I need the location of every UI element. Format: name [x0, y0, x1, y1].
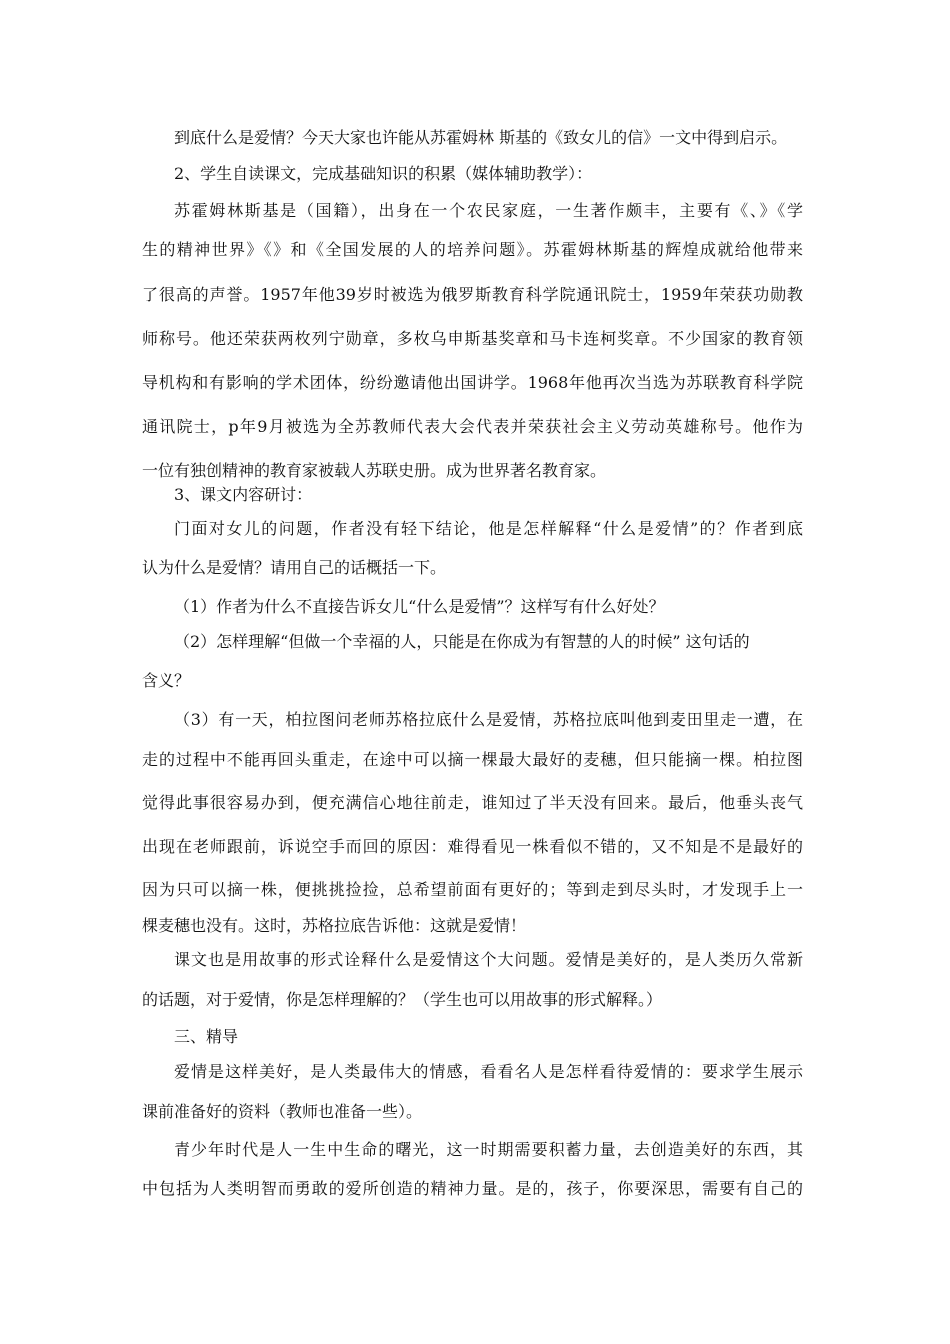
text-line: 一位有独创精神的教育家被载人苏联史册。成为世界著名教育家。 [142, 461, 607, 480]
text-line: 觉得此事很容易办到，便充满信心地往前走，谁知过了半天没有回来。最后，他垂头丧气 [142, 793, 803, 812]
text-line: （1）作者为什么不直接告诉女儿“什么是爱情”？这样写有什么好处？ [174, 597, 665, 616]
text-line: 爱情是这样美好，是人类最伟大的情感，看看名人是怎样看待爱情的：要求学生展示 [174, 1062, 803, 1081]
text-line: 认为什么是爱情？请用自己的话概括一下。 [142, 558, 447, 577]
text-line: 青少年时代是人一生中生命的曙光，这一时期需要积蓄力量，去创造美好的东西，其 [174, 1140, 803, 1159]
text-line: 因为只可以摘一株，便挑挑捡捡，总希望前面有更好的；等到走到尽头时，才发现手上一 [142, 880, 803, 899]
text-line: 课前准备好的资料（教师也准备一些）。 [142, 1102, 423, 1121]
text-line: 2、学生自读课文，完成基础知识的积累（媒体辅助教学）： [174, 164, 593, 183]
text-line: （3）有一天，柏拉图问老师苏格拉底什么是爱情，苏格拉底叫他到麦田里走一遭，在 [174, 710, 803, 729]
text-line: 门面对女儿的问题，作者没有轻下结论，他是怎样解释“什么是爱情”的？作者到底 [174, 519, 803, 538]
text-line: 的话题，对于爱情，你是怎样理解的？（学生也可以用故事的形式解释。） [142, 990, 663, 1009]
section-heading: 三、精导 [174, 1027, 239, 1046]
text-line: 中包括为人类明智而勇敢的爱所创造的精神力量。是的，孩子，你要深思，需要有自己的 [142, 1179, 803, 1198]
text-line: 棵麦穗也没有。这时，苏格拉底告诉他：这就是爱情！ [142, 916, 527, 935]
text-line: 导机构和有影响的学术团体，纷纷邀请他出国讲学。1968年他再次当选为苏联教育科学院 [142, 373, 803, 392]
text-line: 走的过程中不能再回头重走，在途中可以摘一棵最大最好的麦穗，但只能摘一棵。柏拉图 [142, 750, 803, 769]
text-line: 含义？ [142, 671, 191, 690]
text-line: 出现在老师跟前，诉说空手而回的原因：难得看见一株看似不错的，又不知是不是最好的 [142, 837, 803, 856]
text-line: 苏霍姆林斯基是（国籍），出身在一个农民家庭，一生著作颇丰，主要有《、》《学 [174, 201, 803, 220]
text-line: 课文也是用故事的形式诠释什么是爱情这个大问题。爱情是美好的，是人类历久常新 [174, 950, 803, 969]
text-line: 通讯院士，p年9月被选为全苏教师代表大会代表并荣获社会主义劳动英雄称号。他作为 [142, 417, 803, 436]
text-line: 3、课文内容研讨： [174, 485, 313, 504]
text-line: 到底什么是爱情？今天大家也许能从苏霍姆林 斯基的《致女儿的信》一文中得到启示。 [174, 128, 788, 147]
text-line: 生的精神世界》《》和《全国发展的人的培养问题》。苏霍姆林斯基的辉煌成就给他带来 [142, 240, 803, 259]
text-line: （2）怎样理解“但做一个幸福的人，只能是在你成为有智慧的人的时候” 这句话的 [174, 632, 750, 651]
text-line: 了很高的声誉。1957年他39岁时被选为俄罗斯教育科学院通讯院士，1959年荣获功勋教 [142, 285, 803, 304]
text-line: 师称号。他还荣获两枚列宁勋章，多枚乌申斯基奖章和马卡连柯奖章。不少国家的教育领 [142, 329, 803, 348]
